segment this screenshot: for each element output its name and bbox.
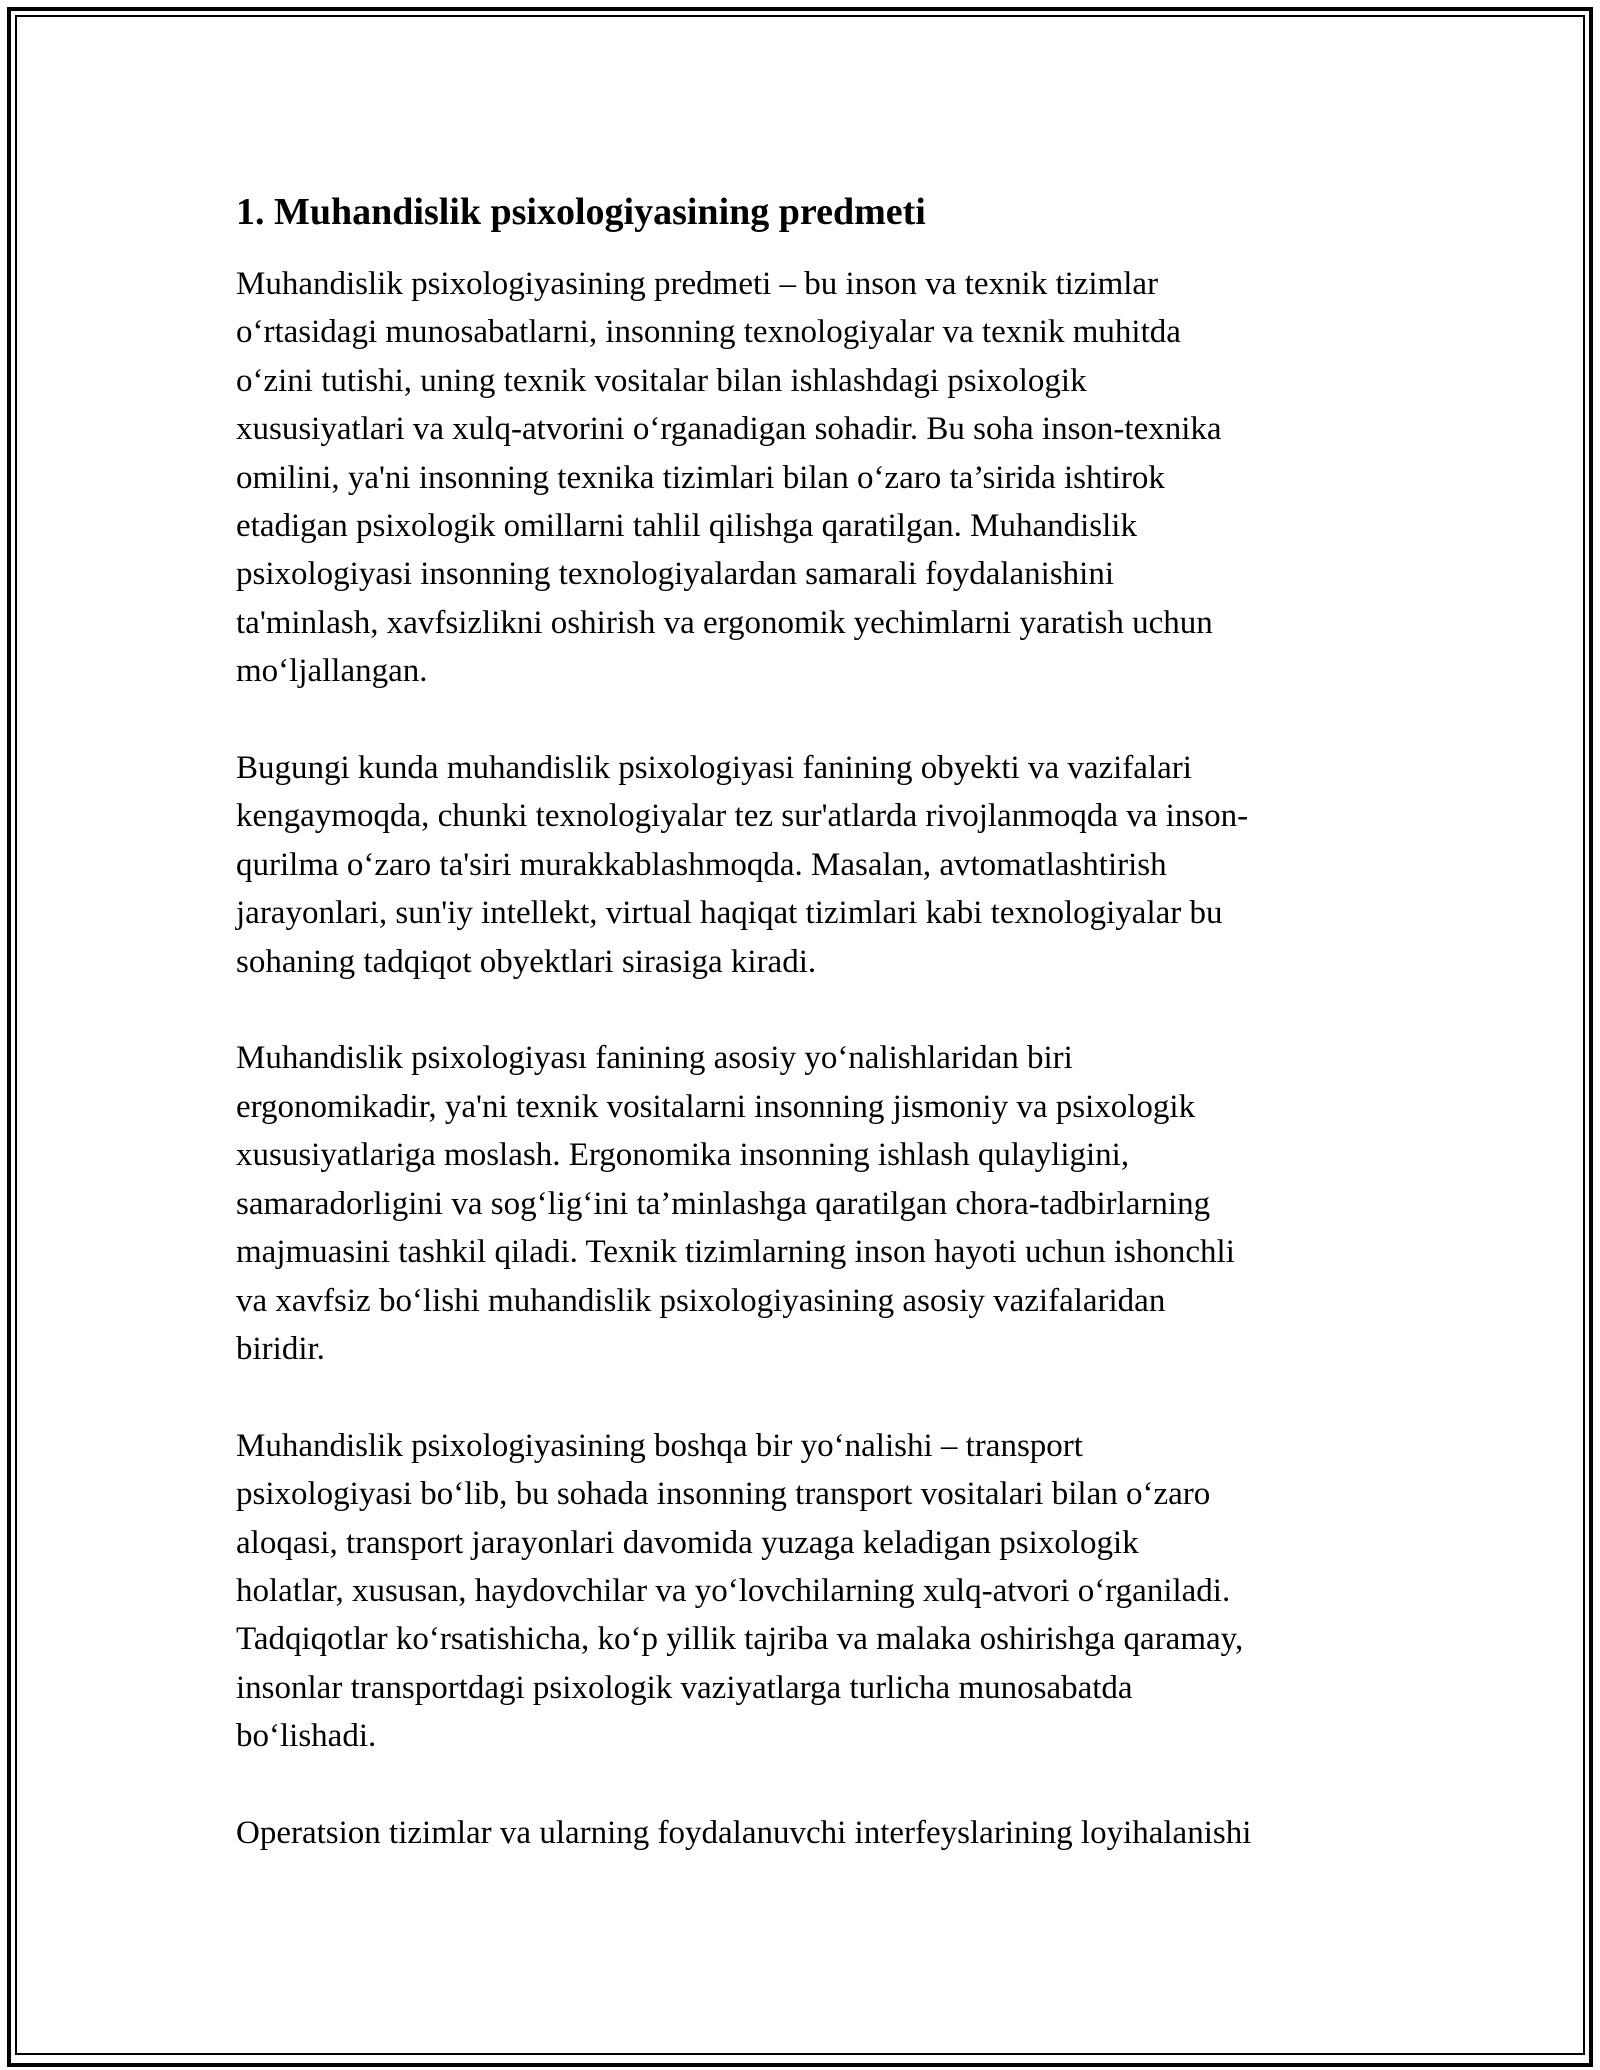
paragraph (236, 260, 1376, 696)
paragraph-line: Bugungi kunda muhandislik psixologiyasi fanining obyekti va vazifalari (236, 750, 1192, 787)
paragraph-line: kengaymoqda, chunki texnologiyalar tez sur'atlarda rivojlanmoqda va inson- (236, 798, 1249, 835)
paragraph-line: Operatsion tizimlar va ularning foydalanuvchi interfeyslarining loyihalanishi (236, 1814, 1252, 1851)
paragraph-line: Tadqiqotlar ko‘rsatishicha, ko‘p yillik tajriba va malaka oshirishga qaramay, (236, 1621, 1244, 1658)
paragraph-line: mo‘ljallangan. (236, 653, 428, 690)
paragraph-line: psixologiyasi insonning texnologiyalardan samarali foydalanishini (236, 556, 1115, 593)
paragraph (236, 744, 1376, 986)
paragraph-line: biridir. (236, 1330, 325, 1367)
paragraph-line: xususiyatlariga moslash. Ergonomika insonning ishlash qulayligini, (236, 1137, 1130, 1174)
paragraph-line: Muhandislik psixologiyası fanining asosiy yo‘nalishlaridan biri (236, 1040, 1073, 1077)
paragraph-line: insonlar transportdagi psixologik vaziyatlarga turlicha munosabatda (236, 1669, 1133, 1706)
paragraph (236, 1809, 1376, 1857)
paragraph-line: Muhandislik psixologiyasining predmeti – bu inson va texnik tizimlar (236, 266, 1159, 302)
paragraph-line: ta'minlash, xavfsizlikni oshirish va ergonomik yechimlarni yaratish uchun (236, 604, 1213, 641)
paragraph-line: va xavfsiz bo‘lishi muhandislik psixologiyasining asosiy vazifalaridan (236, 1282, 1166, 1319)
paragraph-line: psixologiyasi bo‘lib, bu sohada insonning transport vositalari bilan o‘zaro (236, 1476, 1211, 1513)
paragraph-line: samaradorligini va sog‘lig‘ini ta’minlashga qaratilgan chora-tadbirlarning (236, 1185, 1211, 1222)
paragraph-line: o‘zini tutishi, uning texnik vositalar bilan ishlashdagi psixologik (236, 362, 1087, 399)
paragraph-line: xususiyatlari va xulq-atvorini o‘rganadigan sohadir. Bu soha inson-texnika (236, 411, 1222, 448)
paragraph-line: sohaning tadqiqot obyektlari sirasiga kiradi. (236, 943, 817, 980)
document-body (236, 186, 1376, 1906)
paragraph-line: jarayonlari, sun'iy intellekt, virtual haqiqat tizimlari kabi texnologiyalar bu (236, 895, 1223, 932)
section-heading: 1. Muhandislik psixologiyasining predmeti (236, 191, 926, 233)
paragraph-line: holatlar, xususan, haydovchilar va yo‘lovchilarning xulq-atvori o‘rganiladi. (236, 1572, 1231, 1609)
paragraph-line: majmuasini tashkil qiladi. Texnik tizimlarning inson hayoti uchun ishonchli (236, 1234, 1235, 1271)
paragraph-line: qurilma o‘zaro ta'siri murakkablashmoqda. Masalan, avtomatlashtirish (236, 846, 1167, 883)
paragraph-line: aloqasi, transport jarayonlari davomida yuzaga keladigan psixologik (236, 1524, 1139, 1561)
paragraph-line: o‘rtasidagi munosabatlarni, insonning texnologiyalar va texnik muhitda (236, 314, 1181, 351)
paragraph-line: etadigan psixologik omillarni tahlil qilishga qaratilgan. Muhandislik (236, 508, 1137, 545)
paragraph (236, 1034, 1376, 1373)
paragraph-line: bo‘lishadi. (236, 1718, 377, 1755)
paragraph-line: omilini, ya'ni insonning texnika tizimlari bilan o‘zaro ta’sirida ishtirok (236, 459, 1165, 496)
paragraph-line: ergonomikadir, ya'ni texnik vositalarni insonning jismoniy va psixologik (236, 1088, 1196, 1125)
paragraph-line: Muhandislik psixologiyasining boshqa bir yo‘nalishi – transport (236, 1427, 1083, 1464)
paragraph-list (236, 260, 1376, 1857)
paragraph (236, 1422, 1376, 1761)
